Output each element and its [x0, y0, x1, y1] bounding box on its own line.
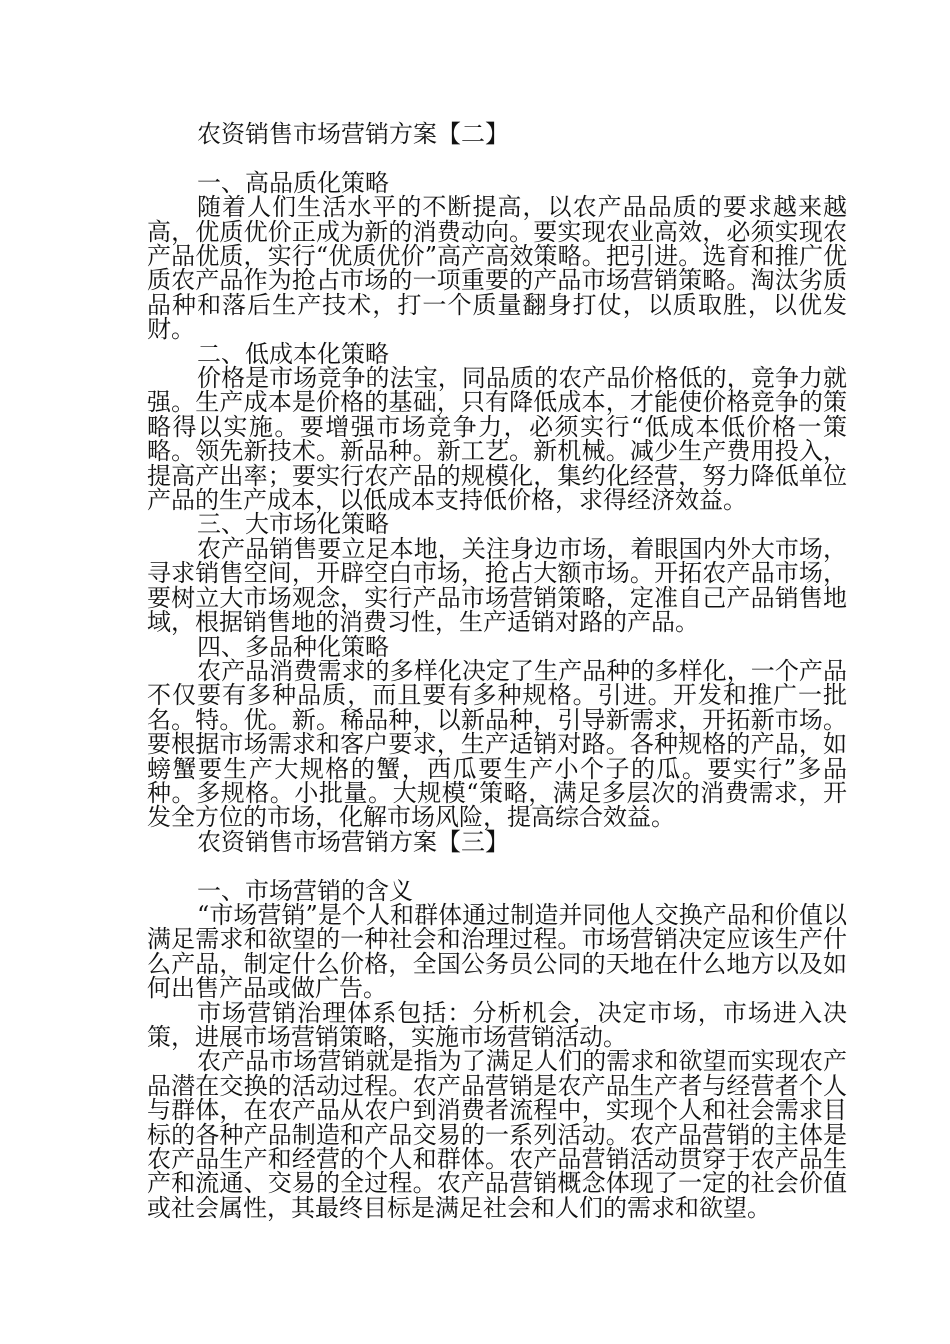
paragraph: 市场营销治理体系包括：分析机会，决定市场，市场进入决策，进展市场营销策略，实施市场营销活动。 — [147, 998, 847, 1051]
paragraph: 随着人们生活水平的不断提高，以农产品品质的要求越来越高，优质优价正成为新的消费动向。要实现农业高效，必须实现农产品优质，实行“优质优价”高产高效策略。把引进。选育和推广优质农产品作为抢占市场的一项重要的产品市场营销策略。淘汰劣质品种和落后生产技术，打一个质量翻身打仗，以质取胜，以优发财。 — [147, 193, 847, 344]
paragraph: 农产品消费需求的多样化决定了生产品种的多样化，一个产品不仅要有多种品质，而且要有多种规格。引进。开发和推广一批名。特。优。新。稀品种，以新品种，引导新需求，开拓新市场。要根据市场需求和客户要求，生产适销对路。各种规格的产品，如螃蟹要生产大规格的蟹，西瓜要生产小个子的瓜。要实行”多品种。多规格。小批量。大规模“策略，满足多层次的消费需求，开发全方位的市场，化解市场风险，提高综合效益。 — [147, 656, 847, 832]
paragraph: 农产品市场营销就是指为了满足人们的需求和欲望而实现农产品潜在交换的活动过程。农产品营销是农产品生产者与经营者个人与群体，在农产品从农户到消费者流程中，实现个人和社会需求目标的各种产品制造和产品交易的一系列活动。农产品营销的主体是农产品生产和经营的个人和群体。农产品营销活动贯穿于农产品生产和流通、交易的全过程。农产品营销概念体现了一定的社会价值或社会属性，其最终目标是满足社会和人们的需求和欲望。 — [147, 1047, 847, 1222]
blank-line — [147, 146, 847, 170]
heading-multi-variety: 四、多品种化策略 — [197, 632, 389, 661]
heading-marketing-meaning: 一、市场营销的含义 — [197, 876, 413, 905]
document-body — [147, 122, 847, 1220]
section-title: 农资销售市场营销方案【二】 — [197, 120, 509, 148]
paragraph: “市场营销”是个人和群体通过制造并同他人交换产品和价值以满足需求和欲望的一种社会和治理过程。市场营销决定应该生产什么产品，制定什么价格，全国公务员公同的天地在什么地方以及如何出售产品或做广告。 — [147, 900, 847, 1003]
section-title: 农资销售市场营销方案【三】 — [197, 827, 509, 856]
heading-high-quality: 一、高品质化策略 — [197, 168, 389, 197]
paragraph: 价格是市场竞争的法宝，同品质的农产品价格低的，竞争力就强。生产成本是价格的基础，只有降低成本，才能使价格竞争的策略得以实施。要增强市场竞争力，必须实行“低成本低价格一策略。领先新技术。新品种。新工艺。新机械。减少生产费用投入，提高产出率；要实行农产品的规模化，集约化经营，努力降低单位产品的生产成本，以低成本支持低价格，求得经济效益。 — [147, 364, 847, 515]
paragraph: 农产品销售要立足本地，关注身边市场，着眼国内外大市场，寻求销售空间，开辟空白市场，抢占大额市场。开拓农产品市场，要树立大市场观念，实行产品市场营销策略，定准自己产品销售地域，根据销售地的消费习性，生产适销对路的产品。 — [147, 534, 847, 637]
heading-low-cost: 二、低成本化策略 — [197, 339, 389, 368]
heading-big-market: 三、大市场化策略 — [197, 510, 389, 539]
blank-line — [147, 854, 847, 878]
